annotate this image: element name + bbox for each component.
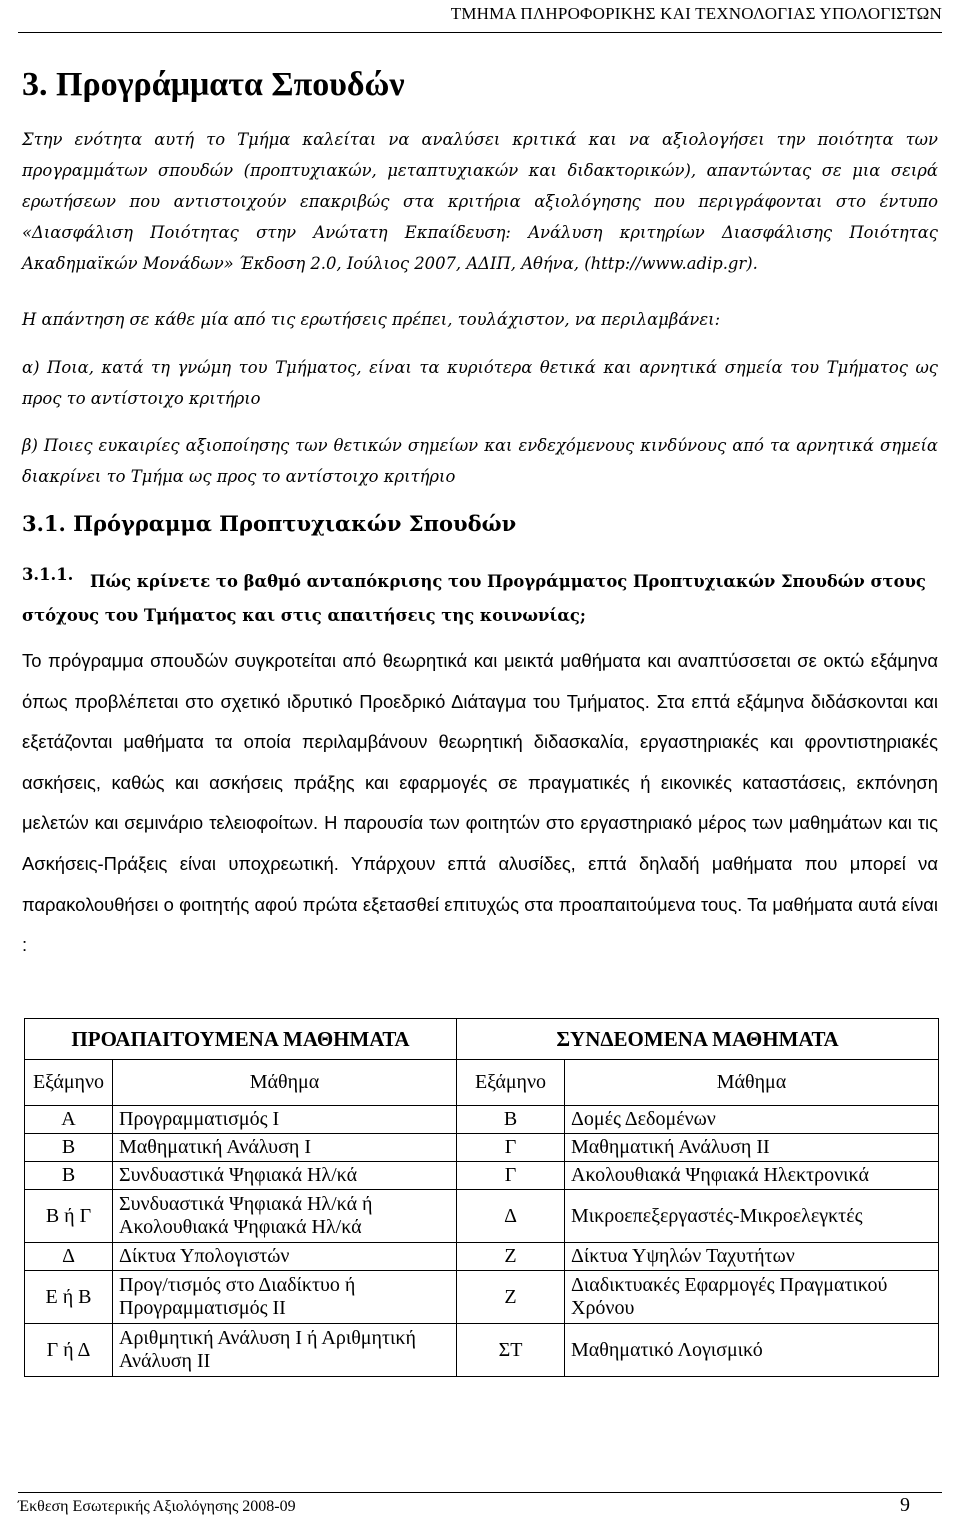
criterion-item-a: α) Ποια, κατά τη γνώμη του Τμήματος, είναι τα κυριότερα θετικά και αρνητικά σημεία του Τμήματος ως προς το αντίστοιχο κριτήριο [22, 358, 938, 408]
section-title: 3. Προγράμματα Σπουδών [22, 66, 405, 103]
cell-semester: Δ [457, 1190, 565, 1243]
col-course-left: Μάθημα [113, 1060, 457, 1106]
cell-course: Αριθμητική Ανάλυση Ι ή Αριθμητική Ανάλυση ΙΙ [113, 1324, 457, 1377]
table-row [25, 1162, 939, 1190]
question-title: Πώς κρίνετε το βαθμό ανταπόκρισης του Προγράμματος Προπτυχιακών Σπουδών στους στόχους του Τμήματος και στις απαιτήσεις της κοινωνίας; [22, 572, 926, 625]
section-lead: Η απάντηση σε κάθε μία από τις ερωτήσεις πρέπει, τουλάχιστον, να περιλαμβάνει: [22, 310, 721, 329]
table-group-header [25, 1019, 939, 1060]
footer-report-title: Έκθεση Εσωτερικής Αξιολόγησης 2008-09 [18, 1498, 296, 1515]
col-course-right: Μάθημα [565, 1060, 939, 1106]
cell-course: Δίκτυα Υπολογιστών [113, 1243, 457, 1271]
cell-course: Διαδικτυακές Εφαρμογές Πραγματικού Χρόνου [565, 1271, 939, 1324]
cell-course: Συνδυαστικά Ψηφιακά Ηλ/κά [113, 1162, 457, 1190]
criterion-item-b: β) Ποιες ευκαιρίες αξιοποίησης των θετικών σημείων και ενδεχόμενους κινδύνους από τα αρνητικά σημεία διακρίνει το Τμήμα ως προς το αντίστοιχο κριτήριο [22, 436, 938, 486]
cell-semester: ΣΤ [457, 1324, 565, 1377]
answer-body: Το πρόγραμμα σπουδών συγκροτείται από θεωρητικά και μεικτά μαθήματα και αναπτύσσεται σε οκτώ εξάμηνα όπως προβλέπεται στο σχετικό ιδρυτικό Προεδρικό Διάταγμα του Τμήματος. Στα επτά εξάμηνα διδάσκονται και εξετάζονται μαθήματα τα οποία περιλαμβάνουν θεωρητική διδασκαλία, εργαστηριακές και φροντιστηριακές ασκήσεις, καθώς και ασκήσεις πράξης και εφαρμογές σε πραγματικές ή εικονικές καταστάσεις, εκπόνηση μελετών και σεμινάριο τελειοφοίτων. Η παρουσία των φοιτητών στο εργαστηριακό μέρος των μαθημάτων και τις Ασκήσεις-Πράξεις είναι υποχρεωτική. Υπάρχουν επτά αλυσίδες, επτά δηλαδή μαθήματα που μπορεί να παρακολουθήσει ο φοιτητής αφού πρώτα εξετασθεί επιτυχώς στα προαπαιτούμενα τους. Τα μαθήματα αυτά είναι : [22, 650, 938, 956]
page-header: ΤΜΗΜΑ ΠΛΗΡΟΦΟΡΙΚΗΣ ΚΑΙ ΤΕΧΝΟΛΟΓΙΑΣ ΥΠΟΛΟΓΙΣΤΩΝ [450, 4, 942, 23]
subsection-title: 3.1. Πρόγραμμα Προπτυχιακών Σπουδών [22, 511, 517, 536]
cell-semester: Γ [457, 1134, 565, 1162]
cell-course: Συνδυαστικά Ψηφιακά Ηλ/κά ή Ακολουθιακά Ψηφιακά Ηλ/κά [113, 1190, 457, 1243]
table-row [25, 1106, 939, 1134]
table-row [25, 1243, 939, 1271]
group-linked: ΣΥΝΔΕΟΜΕΝΑ ΜΑΘΗΜΑΤΑ [457, 1019, 939, 1060]
cell-semester: Β [25, 1134, 113, 1162]
cell-course: Μαθηματική Ανάλυση ΙΙ [565, 1134, 939, 1162]
cell-course: Μικροεπεξεργαστές-Μικροελεγκτές [565, 1190, 939, 1243]
cell-semester: Ζ [457, 1271, 565, 1324]
cell-course: Δίκτυα Υψηλών Ταχυτήτων [565, 1243, 939, 1271]
cell-course: Μαθηματικό Λογισμικό [565, 1324, 939, 1377]
cell-semester: Ε ή Β [25, 1271, 113, 1324]
prerequisite-courses-table [24, 1018, 939, 1377]
cell-course: Προγραμματισμός Ι [113, 1106, 457, 1134]
table-row [25, 1324, 939, 1377]
col-semester-left: Εξάμηνο [25, 1060, 113, 1106]
cell-semester: Δ [25, 1243, 113, 1271]
cell-course: Ακολουθιακά Ψηφιακά Ηλεκτρονικά [565, 1162, 939, 1190]
cell-course: Μαθηματική Ανάλυση Ι [113, 1134, 457, 1162]
cell-semester: Γ [457, 1162, 565, 1190]
group-prerequisite: ΠΡΟΑΠΑΙΤΟΥΜΕΝΑ ΜΑΘΗΜΑΤΑ [25, 1019, 457, 1060]
table-row [25, 1190, 939, 1243]
cell-semester: Ζ [457, 1243, 565, 1271]
cell-semester: Β [457, 1106, 565, 1134]
cell-semester: Α [25, 1106, 113, 1134]
table-row [25, 1134, 939, 1162]
page-number: 9 [900, 1494, 910, 1516]
col-semester-right: Εξάμηνο [457, 1060, 565, 1106]
cell-course: Προγ/τισμός στο Διαδίκτυο ή Προγραμματισμός ΙΙ [113, 1271, 457, 1324]
question-number: 3.1.1. [22, 565, 74, 584]
cell-course: Δομές Δεδομένων [565, 1106, 939, 1134]
table-row [25, 1271, 939, 1324]
cell-semester: Β ή Γ [25, 1190, 113, 1243]
cell-semester: Γ ή Δ [25, 1324, 113, 1377]
header-rule [18, 32, 942, 33]
table-column-header [25, 1060, 939, 1106]
cell-semester: Β [25, 1162, 113, 1190]
section-intro: Στην ενότητα αυτή το Τμήμα καλείται να αναλύσει κριτικά και να αξιολογήσει την ποιότητα των προγραμμάτων σπουδών (προπτυχιακών, μεταπτυχιακών και διδακτορικών), απαντώντας σε μια σειρά ερωτήσεων που αντιστοιχούν επακριβώς στα κριτήρια αξιολόγησης που περιγράφονται στο έντυπο «Διασφάλιση Ποιότητας στην Ανώτατη Εκπαίδευση: Ανάλυση κριτηρίων Διασφάλισης Ποιότητας Ακαδημαϊκών Μονάδων» Έκδοση 2.0, Ιούλιος 2007, ΑΔΙΠ, Αθήνα, (http://www.adip.gr). [22, 130, 938, 273]
footer-rule [18, 1492, 942, 1493]
